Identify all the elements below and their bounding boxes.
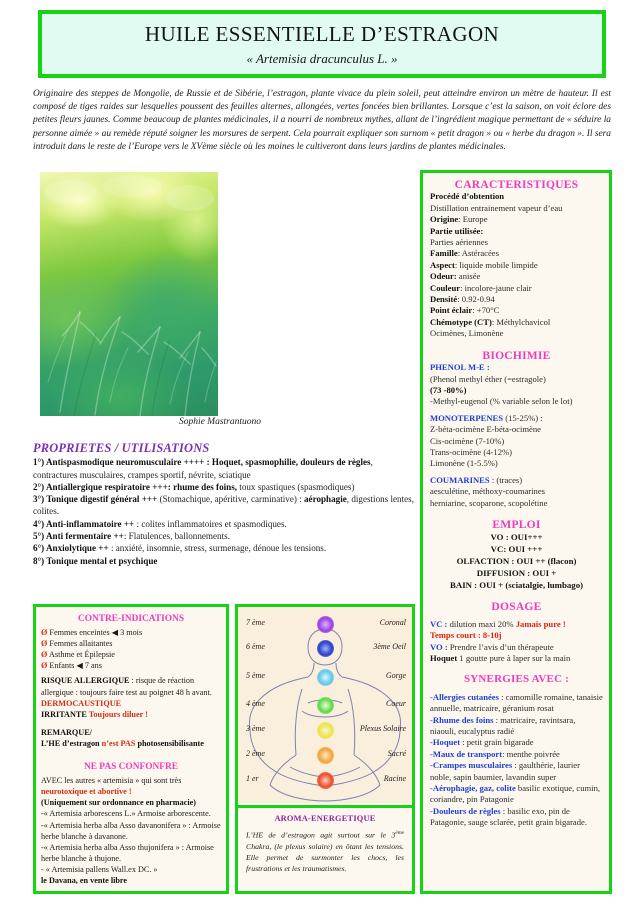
ne-pas-confondre-line-2 [41,797,221,808]
prohibition-icon: Ø [41,650,48,660]
coumarines-label: COUMARINES [430,474,490,485]
couleur-value: : incolore-jaune clair [460,282,532,293]
davana-text: le Davana, en vente libre [41,875,128,885]
emploi-line-diffusion: DIFFUSION : OUI + [476,568,557,579]
dosage-temps-row [430,630,603,641]
chakra-orb-solar-plexus [317,722,334,739]
chakra-name: Coronal [379,618,406,627]
property-text: (Stomachique, apéritive, carminative) : [159,494,304,505]
chakra-number: 2 ème [246,749,265,758]
chakra-number: 6 ème [246,642,265,651]
chakra-orb-root [317,772,334,789]
chakra-orb-throat [317,669,334,686]
chemotype-value: : Méthylchavicol [491,316,551,327]
monoterpenes-line-4: Limonène (1-5.5%) [430,458,498,469]
biochimie-heading: BIOCHIMIE [482,348,551,362]
property-num: 8°) [33,555,47,566]
dosage-hoquet-text: 1 goutte pure à laper sur la main [457,653,571,663]
prohibition-icon: Ø [41,661,48,671]
monoterpenes-line-2: Cis-ocimène (7-10%) [430,435,505,446]
properties-heading: PROPRIETES / UTILISATIONS [33,441,210,455]
page-title: HUILE ESSENTIELLE D’ESTRAGON [144,21,500,46]
famille-value: : Astéracées [457,248,499,259]
dosage-temps-text: Temps court : 8-10j [430,630,502,641]
obtention-row [430,191,603,202]
property-item [33,481,415,493]
ordonnance-note: (Uniquement sur ordonnance en pharmacie) [41,798,196,808]
artemisia-item: -« Artemisia arborescens L.» Armoise arborescente. [41,809,211,819]
odeur-value: anisée [456,271,481,282]
property-name: Tonique digestif général [46,494,140,505]
property-bold2: : Hoquet, spasmophilie, douleurs de règles [206,457,371,468]
synergy-text: : camomille romaine, tanaisie annuelle, matricaire, géranium rosat [430,691,603,714]
property-text: : Flatulences, ballonnements. [123,531,230,542]
synergy-text: : petit grain bigarade [460,737,534,748]
property-bold2: : rhume des foins, [167,481,238,492]
ne-pas-confondre-text-1: AVEC les autres « artemisia » qui sont très [41,776,182,786]
point-eclair-label: Point éclair [430,305,473,316]
densite-value: : 0.92-0.94 [457,294,495,305]
couleur-label: Couleur [430,282,461,293]
aroma-text-a: L’HE de d’estragon agit surtout sur le 3 [246,830,396,840]
dosage-vc-label: VC : [430,618,448,629]
photo-caption: Sophie Mastrantuono [178,417,262,427]
chakra-name: Sacré [387,749,406,758]
intro-paragraph: Originaire des steppes de Mongolie, de Russie et de Sibérie, l’estragon, plante vivace du plein soleil, peut atteindre environ un mètre de hauteur. Il est composé de tiges raides sur lesquelles poussent des feuilles alternes, allongées, vertes foncées bien brillantes. Lorsque c’est la saison, on voit éclore des petites fleurs jaunes. Comme beaucoup de plantes médicinales, il a nourri de nombreux mythes, allant de l’ingrédient magique permettant de « séduire la personne aimée » au remède réputé soigner les morsures de serpent. Cela pourrait expliquer son surnom « petit dragon » ou « herbe du dragon ». Il sera introduit dans le reste de l’Europe vers le XVème siècle où les moines le cultiveront dans leurs jardins de plantes médicinales. [33,89,611,152]
property-num: 1°) [33,457,46,468]
chakra-orb-third-eye [317,640,334,657]
coumarines-row [430,475,603,486]
origine-row [430,214,603,225]
property-text: , contractures musculaires, crampes sportif, névrite, sciatique [33,457,373,480]
ne-pas-confondre-line-1 [41,775,221,797]
synergy-item [430,783,603,806]
property-item [33,555,415,567]
characteristics-panel [420,170,612,894]
emploi-line-olfaction: OLFACTION : OUI ++ (flacon) [456,556,577,567]
chakra-diagram [238,607,412,803]
risque-allergique-row [41,675,221,697]
chakra-number: 4 ème [246,699,265,708]
aroma-superscript: ème [395,830,404,836]
property-name: Anxiolytique [45,543,97,554]
property-num: 4°) [33,518,46,529]
contre-indication-item [41,660,221,671]
contre-indications-heading: CONTRE-INDICATIONS [77,614,185,624]
irritante-label: IRRITANTE [41,709,87,719]
property-text: : colites inflammatoires et spasmodiques. [136,518,287,529]
aroma-text [246,828,404,874]
property-num: 3°) [33,494,47,505]
prohibition-icon: Ø [41,639,48,649]
property-item [33,493,415,518]
remarque-text-b: photosensibilisante [135,738,204,748]
remarque-text-row [41,738,221,749]
contre-indication-text: Femmes allaitantes [49,639,113,649]
risque-allergique-text: : risque de réaction allergique : toujours faire test au poignet 48 h avant. [41,676,212,697]
tarragon-plant-photo [40,172,218,416]
famille-row [430,248,603,259]
couleur-row [430,283,603,294]
dosage-vc-row [430,619,603,630]
synergy-item [430,806,603,829]
ne-pas-confondre-heading: NE PAS CONFONFRE [83,762,179,773]
synergy-label: -Douleurs de règles [430,805,501,816]
plant-photo-frame [40,172,218,416]
remarque-label-row [41,727,221,738]
property-num: 6°) [33,543,46,554]
synergy-item [430,749,603,760]
coumarines-line-2: herniarine, scoparone, scopolétine [430,497,548,508]
chakra-orb-heart [317,697,334,714]
synergy-label: -Aérophagie, gaz, colite [430,783,516,794]
chakra-number: 5 ème [246,671,265,680]
property-rating: ++ [96,543,111,554]
dosage-heading: DOSAGE [491,600,542,614]
property-item [33,518,415,530]
densite-label: Densité [430,294,458,305]
phenol-line-1: (Phenol methyl éther (=estragole) [430,373,546,384]
property-rating: ++ [121,518,137,529]
chemotype-row [430,317,603,328]
chakra-name: 3ème Oeil [373,642,406,651]
contre-indication-text: Femmes enceintes ◀ 3 mois [49,628,143,638]
aspect-row [430,260,603,271]
famille-label: Famille [430,248,458,259]
remarque-warning: n’est PAS [101,738,136,748]
aroma-heading: AROMA-ENERGETIQUE [274,814,376,823]
properties-section [33,442,415,567]
monoterpenes-row [430,413,603,424]
coumarines-line-1: aesculétine, méthoxy-coumarines [430,486,546,497]
monoterpenes-line-1: Z-béta-ocimène E-béta-ocimène [430,424,541,435]
property-bold3: aérophagie [304,494,347,505]
synergy-item [430,692,603,715]
prohibition-icon: Ø [41,628,48,638]
chakra-name: Coeur [386,699,406,708]
synergy-item [430,737,603,748]
aspect-label: Aspect [430,259,455,270]
dosage-vo-row [430,642,603,653]
synergy-text: basilic exotique, cumin, coriandre, pin Patagonie [430,783,601,805]
synergies-heading: SYNERGIES AVEC : [463,673,570,686]
contre-indication-item [41,638,221,649]
odeur-row [430,271,603,282]
monoterpenes-pct: (15-25%) : [503,412,543,423]
partie-value: Parties aériennes [430,237,488,248]
chakra-number: 1 er [246,774,259,783]
ne-pas-confondre-warning: neurotoxique et abortive ! [41,787,132,797]
phenol-label-text: PHENOL M-E : [430,362,490,373]
property-num: 2°) [33,481,46,492]
page-subtitle: « Artemisia dracunculus L. » [246,50,398,66]
aroma-text-b: Chakra, (le plexus solaire) en ôtant les tensions. Elle permet de surmonter les chocs, les frustrations et les traumatismes. [246,841,404,873]
emploi-line-bain: BAIN : OUI + (sciatalgie, lumbago) [449,580,584,591]
chakra-orb-sacral [317,747,334,764]
artemisia-item: -« Artemisia herba alba Asso davanonifera » : Armoise herbe blanche à davanone. [41,820,221,841]
artemisia-item: - « Artemisia pallens Wall.ex DC. » [41,864,158,874]
monoterpenes-label: MONOTERPENES [430,412,504,423]
synergy-label: -Allergies cutanées [430,691,499,702]
contre-indications-box [33,604,229,894]
contre-indication-text: Enfants ◀ 7 ans [49,661,102,671]
coumarines-pct: : (traces) [489,474,523,485]
dermocaustique-row [41,698,221,709]
aspect-value: : liquide mobile limpide [454,259,538,270]
aroma-energetique-section [238,805,412,894]
partie-label: Partie utilisée: [430,225,484,236]
chakra-name: Racine [383,774,406,783]
dosage-hoquet-row [430,653,603,664]
dosage-hoquet-label: Hoquet [430,653,458,663]
property-rating: ++ [111,531,124,542]
point-eclair-value: : +70°C [472,305,500,316]
property-text-2: , digestions lentes, colites. [33,494,414,517]
irritante-row [41,709,221,720]
chakra-number: 7 ème [246,618,265,627]
phenol-line-3: -Methyl-eugenol (% variable selon le lot) [430,396,573,407]
chemotype-value-2: Ocimènes, Limonène [430,328,504,339]
emploi-line-vo: VO : OUI+++ [490,532,543,543]
title-box [38,10,606,78]
risque-allergique-label: RISQUE ALLERGIQUE [41,676,130,686]
synergy-label: -Hoquet [430,737,461,748]
partie-row [430,226,603,237]
contre-indication-item [41,627,221,638]
property-name: Tonique mental et psychique [46,555,158,566]
synergy-text: : basilic exo, pin de Patagonie, sauge sclarée, petit grain bigarade. [430,805,588,828]
property-rating: ++++ [181,457,207,468]
obtention-value: Distillation entrainement vapeur d’eau [430,202,563,213]
property-item [33,530,415,542]
synergy-label: -Maux de transport [430,748,503,759]
synergy-text: : matricaire, ravintsara, niaouli, eucalyptus radié [430,714,576,737]
irritante-warning: Toujours diluer ! [86,709,148,719]
davana-note [41,875,221,886]
chakra-aroma-box [235,604,415,894]
synergy-item [430,715,603,738]
monoterpenes-line-3: Trans-ocimène (4-12%) [430,446,513,457]
remarque-text-a: L’HE d’estragon [41,738,102,748]
property-rating: +++ [149,481,168,492]
contre-indication-item [41,649,221,660]
odeur-label: Odeur: [430,271,457,282]
characteristics-heading: CARACTERISTIQUES [454,178,579,191]
chakra-name: Plexus Solaire [359,724,406,733]
origine-value: : Europe [458,214,488,225]
synergy-label: -Rhume des foins [430,714,494,725]
synergy-text: : menthe poivrée [502,748,560,759]
synergy-text: : gaulthérie, laurier noble, sapin baumier, lavandin super [430,760,580,782]
artemisia-item: -« Artemisia herba alba Asso thujonifera » : Armoise herbe blanche à thujone. [41,842,214,863]
origine-label: Origine [430,214,459,225]
property-name: Anti-inflammatoire [45,518,122,529]
chakra-orb-coronal [317,616,334,633]
dosage-vc-warning: Jamais pure ! [515,618,566,629]
dosage-vc-text: dilution maxi 20% [447,618,516,629]
property-name: Antiallergique respiratoire [45,481,150,492]
point-eclair-row [430,305,603,316]
densite-row [430,294,603,305]
phenol-label [430,362,603,373]
property-name: Anti fermentaire [45,531,112,542]
property-text: toux spastiques (spasmodiques) [237,481,355,492]
chakra-number: 3 ème [246,724,265,733]
remarque-label: REMARQUE/ [41,727,92,737]
synergy-item [430,760,603,783]
obtention-label: Procédé d’obtention [430,191,505,202]
dosage-vo-text: Prendre l’avis d’un thérapeute [447,641,554,652]
property-name: Antispasmodique neuromusculaire [45,457,182,468]
contre-indication-text: Asthme et Épilepsie [48,650,115,660]
property-text: : anxiété, insomnie, stress, surmenage, dénoue les tensions. [110,543,327,554]
dosage-vo-label: VO : [430,641,448,652]
property-item [33,542,415,554]
property-rating: +++ [139,494,160,505]
emploi-line-vc: VC: OUI +++ [490,544,543,555]
phenol-line-2 [430,385,603,396]
property-num: 5°) [33,531,46,542]
emploi-heading: EMPLOI [492,517,541,531]
chemotype-label: Chémotype (CT) [430,316,492,327]
dermocaustique-label: DERMOCAUSTIQUE [41,698,122,708]
property-item [33,456,415,481]
chakra-name: Gorge [385,671,406,680]
phenol-pct: (73 -80%) [430,384,467,395]
synergy-label: -Crampes musculaires [430,760,513,771]
